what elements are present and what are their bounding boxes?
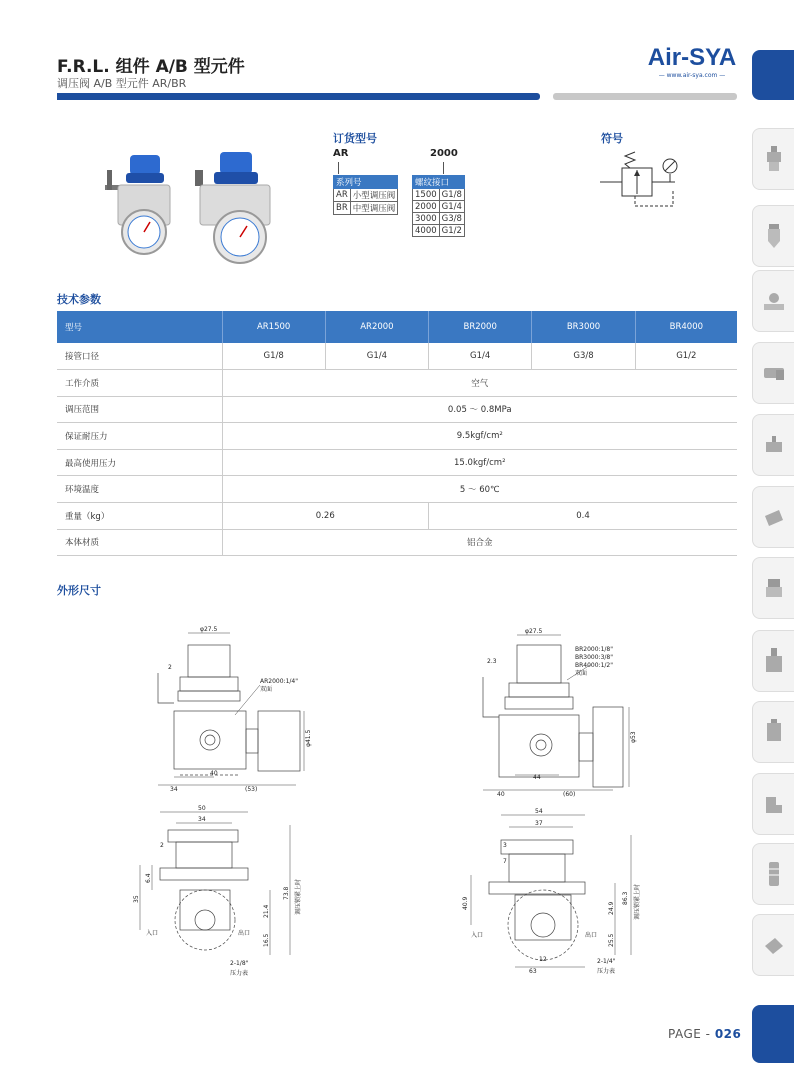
thread-cell: G1/2 xyxy=(439,225,464,237)
br-note: 调压锁紧上时 xyxy=(634,883,641,920)
series-name-cell: 中型调压阀 xyxy=(350,202,398,215)
side-tab-block-icon[interactable] xyxy=(752,630,794,692)
product-photo xyxy=(100,140,285,275)
logo-url: — www.air-sya.com — xyxy=(658,72,726,79)
ar-dim-h35: 35 xyxy=(133,895,140,903)
spec-label: 工作介质 xyxy=(57,370,222,397)
spec-header-cell: BR2000 xyxy=(429,311,532,343)
br-dim-w40: 40 xyxy=(497,791,505,798)
side-tab-active[interactable] xyxy=(752,50,794,100)
br-outlet: 出口 xyxy=(585,932,598,939)
size-cell: 1500 xyxy=(413,189,440,201)
thread-cell: G3/8 xyxy=(439,213,464,225)
spec-cell: 0.05 ～ 0.8MPa xyxy=(222,396,737,423)
port-table-header: 螺纹接口 xyxy=(413,176,465,189)
br-dim-h249: 24.9 xyxy=(608,901,615,915)
spec-header-cell: BR3000 xyxy=(532,311,635,343)
spec-cell: 空气 xyxy=(222,370,737,397)
br-dim-w12: 12 xyxy=(539,956,547,963)
br-dim-h7: 7 xyxy=(503,858,507,865)
br-thread-2: BR3000:3/8" xyxy=(575,654,613,661)
ar-dim-w34: 34 xyxy=(170,786,178,793)
header-bar-blue xyxy=(57,93,540,100)
series-code-cell: BR xyxy=(334,202,351,215)
spec-label: 本体材质 xyxy=(57,529,222,556)
br-inlet: 入口 xyxy=(471,932,484,939)
side-tab-frl-icon[interactable] xyxy=(752,128,794,190)
spec-cell: G1/4 xyxy=(325,343,428,370)
order-title: 订货型号 xyxy=(333,132,377,145)
ar-dim-d41: φ41.5 xyxy=(305,729,312,747)
ar-dim-h165: 16.5 xyxy=(263,933,270,947)
spec-title: 技术参数 xyxy=(57,293,101,306)
side-tab-filter-icon[interactable] xyxy=(752,205,794,267)
page-number-value: 026 xyxy=(714,1027,742,1041)
port-table xyxy=(412,175,465,237)
size-cell: 2000 xyxy=(413,201,440,213)
spec-label: 保证耐压力 xyxy=(57,423,222,450)
spec-cell: 9.5kgf/cm² xyxy=(222,423,737,450)
thread-cell: G1/4 xyxy=(439,201,464,213)
br-dim-w54: 54 xyxy=(535,808,543,815)
br-thread-3: BR4000:1/2" xyxy=(575,662,613,669)
spec-header-cell: BR4000 xyxy=(635,311,737,343)
logo-text: Air-SYA xyxy=(647,44,737,71)
series-table xyxy=(333,175,398,215)
side-tab-clamp-icon[interactable] xyxy=(752,701,794,763)
br-dim-w63: 63 xyxy=(529,968,537,975)
size-cell: 3000 xyxy=(413,213,440,225)
br-dimension-drawing xyxy=(455,625,655,985)
ar-dim-w40: 40 xyxy=(210,770,218,777)
side-tab-fitting-icon[interactable] xyxy=(752,773,794,835)
spec-cell: 0.26 xyxy=(222,503,429,530)
spec-label: 接管口径 xyxy=(57,343,222,370)
spec-cell: 15.0kgf/cm² xyxy=(222,449,737,476)
spec-cell: 5 ～ 60℃ xyxy=(222,476,737,503)
br-dim-d27: φ27.5 xyxy=(525,628,543,635)
spec-cell: G1/4 xyxy=(429,343,532,370)
thread-cell: G1/8 xyxy=(439,189,464,201)
br-dim-w60: (60) xyxy=(563,791,576,798)
order-leader-size xyxy=(443,162,444,174)
br-gauge: 压力表 xyxy=(597,968,616,975)
side-tab-gripper-icon[interactable] xyxy=(752,914,794,976)
br-gauge-port: 2-1/4" xyxy=(597,958,616,965)
spec-cell: G1/2 xyxy=(635,343,737,370)
series-code-cell: AR xyxy=(334,189,351,202)
header-bar-grey xyxy=(553,93,737,100)
br-both-sides: 双面 xyxy=(575,670,588,677)
br-dim-h3: 3 xyxy=(503,842,507,849)
order-series-code: AR xyxy=(333,148,349,159)
ar-dimension-drawing xyxy=(130,625,320,985)
br-dim-h863: 86.3 xyxy=(622,891,629,905)
spec-cell: G3/8 xyxy=(532,343,635,370)
side-tab-bottom[interactable] xyxy=(752,1005,794,1063)
order-leader-series xyxy=(338,162,339,174)
ar-gauge-port: 2-1/8" xyxy=(230,960,249,967)
ar-dim-h2: 2 xyxy=(160,842,164,849)
spec-label: 最高使用压力 xyxy=(57,449,222,476)
ar-dim-h214: 21.4 xyxy=(263,904,270,918)
side-tab-actuator-icon[interactable] xyxy=(752,414,794,476)
ar-dim-h64: 6.4 xyxy=(145,873,152,883)
ar-note: 调压锁紧上时 xyxy=(295,878,302,915)
ar-both-sides: 双面 xyxy=(260,686,273,693)
spec-header-cell: 型号 xyxy=(57,311,222,343)
br-dim-t23: 2.3 xyxy=(487,658,497,665)
br-dim-h255: 25.5 xyxy=(608,933,615,947)
ar-outlet: 出口 xyxy=(238,930,251,937)
ar-dim-d27: φ27.5 xyxy=(200,626,218,633)
spec-label: 重量（kg） xyxy=(57,503,222,530)
side-tab-cylinder-icon[interactable] xyxy=(752,342,794,404)
ar-inlet: 入口 xyxy=(146,930,159,937)
ar-dim-w53: (53) xyxy=(245,786,258,793)
br-dim-h409: 40.9 xyxy=(462,896,469,910)
page-subtitle: 调压阀 A/B 型元件 AR/BR xyxy=(57,77,187,90)
side-tab-manifold-icon[interactable] xyxy=(752,557,794,619)
ar-gauge: 压力表 xyxy=(230,970,249,977)
side-tab-silencer-icon[interactable] xyxy=(752,843,794,905)
spec-header-cell: AR1500 xyxy=(222,311,325,343)
brand-logo xyxy=(646,44,738,79)
page-number xyxy=(668,1027,741,1041)
ar-dim-t2: 2 xyxy=(168,664,172,671)
spec-cell: G1/8 xyxy=(222,343,325,370)
series-table-header: 系列号 xyxy=(334,176,398,189)
br-dim-w44: 44 xyxy=(533,774,541,781)
symbol-title: 符号 xyxy=(601,132,623,145)
ar-dim-w34b: 34 xyxy=(198,816,206,823)
br-dim-w37: 37 xyxy=(535,820,543,827)
spec-header-cell: AR2000 xyxy=(325,311,428,343)
spec-cell: 铝合金 xyxy=(222,529,737,556)
ar-dim-h738: 73.8 xyxy=(283,886,290,900)
spec-label: 调压范围 xyxy=(57,396,222,423)
series-name-cell: 小型调压阀 xyxy=(350,189,398,202)
spec-table xyxy=(57,311,737,556)
side-tab-valve-icon[interactable] xyxy=(752,270,794,332)
page-title: F.R.L. 组件 A/B 型元件 xyxy=(57,57,245,77)
spec-cell: 0.4 xyxy=(429,503,737,530)
spec-label: 环境温度 xyxy=(57,476,222,503)
order-size-code: 2000 xyxy=(430,148,458,159)
page-label: PAGE - xyxy=(668,1027,715,1041)
br-thread-1: BR2000:1/8" xyxy=(575,646,613,653)
pneumatic-symbol xyxy=(595,148,690,218)
ar-dim-w50: 50 xyxy=(198,805,206,812)
side-tab-solenoid-icon[interactable] xyxy=(752,486,794,548)
ar-thread-label: AR2000:1/4" xyxy=(260,678,298,685)
br-dim-d53: φ53 xyxy=(630,731,637,743)
dims-title: 外形尺寸 xyxy=(57,584,101,597)
size-cell: 4000 xyxy=(413,225,440,237)
